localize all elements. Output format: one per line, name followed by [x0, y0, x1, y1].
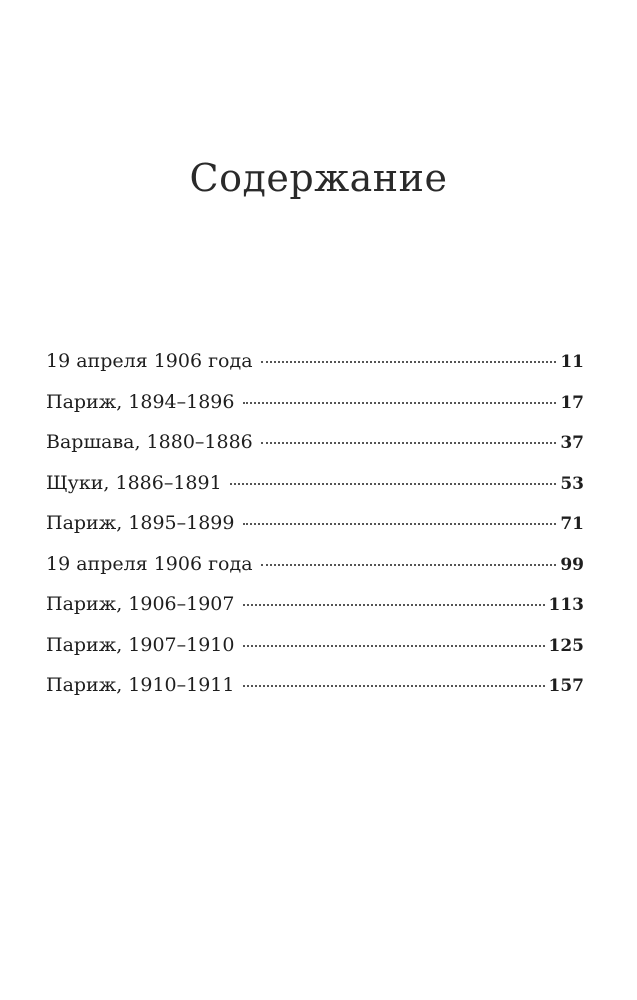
- toc-entry-page: 53: [560, 473, 584, 494]
- toc-entry-label: Варшава, 1880–1886: [46, 431, 253, 453]
- toc-entry-page: 37: [560, 433, 584, 453]
- toc-entry: [46, 634, 584, 675]
- dot-leader: [243, 402, 557, 404]
- toc-entry-label: Париж, 1906–1907: [46, 593, 235, 615]
- toc-entry-label: 19 апреля 1906 года: [46, 552, 253, 575]
- toc-entry-page: 71: [560, 514, 584, 534]
- toc-entry-page: 17: [560, 392, 584, 413]
- toc-entry-label: Париж, 1894–1896: [46, 390, 235, 413]
- toc-entry: [46, 350, 584, 391]
- dot-leader: [243, 645, 545, 647]
- table-of-contents: [46, 350, 584, 715]
- dot-leader: [243, 685, 545, 687]
- dot-leader: [243, 604, 545, 606]
- dot-leader: [230, 483, 557, 485]
- toc-entry-label: Париж, 1910–1911: [46, 674, 235, 696]
- toc-entry-label: 19 апреля 1906 года: [46, 350, 253, 372]
- toc-entry: [46, 512, 584, 553]
- toc-entry-label: Париж, 1907–1910: [46, 633, 235, 656]
- toc-entry: [46, 472, 584, 513]
- toc-entry-page: 157: [548, 676, 584, 696]
- toc-entry-page: 125: [548, 635, 584, 656]
- toc-entry-page: 99: [560, 554, 584, 575]
- toc-entry-label: Париж, 1895–1899: [46, 512, 235, 534]
- dot-leader: [261, 442, 557, 444]
- toc-entry: [46, 431, 584, 472]
- dot-leader: [261, 564, 557, 566]
- dot-leader: [243, 523, 557, 525]
- toc-entry-page: 113: [548, 595, 584, 615]
- toc-entry: [46, 674, 584, 715]
- page-title: Содержание: [189, 156, 448, 200]
- toc-entry-label: Щуки, 1886–1891: [46, 471, 222, 494]
- toc-entry: [46, 553, 584, 594]
- toc-entry: [46, 593, 584, 634]
- toc-entry-page: 11: [560, 352, 584, 372]
- toc-entry: [46, 391, 584, 432]
- dot-leader: [261, 361, 557, 363]
